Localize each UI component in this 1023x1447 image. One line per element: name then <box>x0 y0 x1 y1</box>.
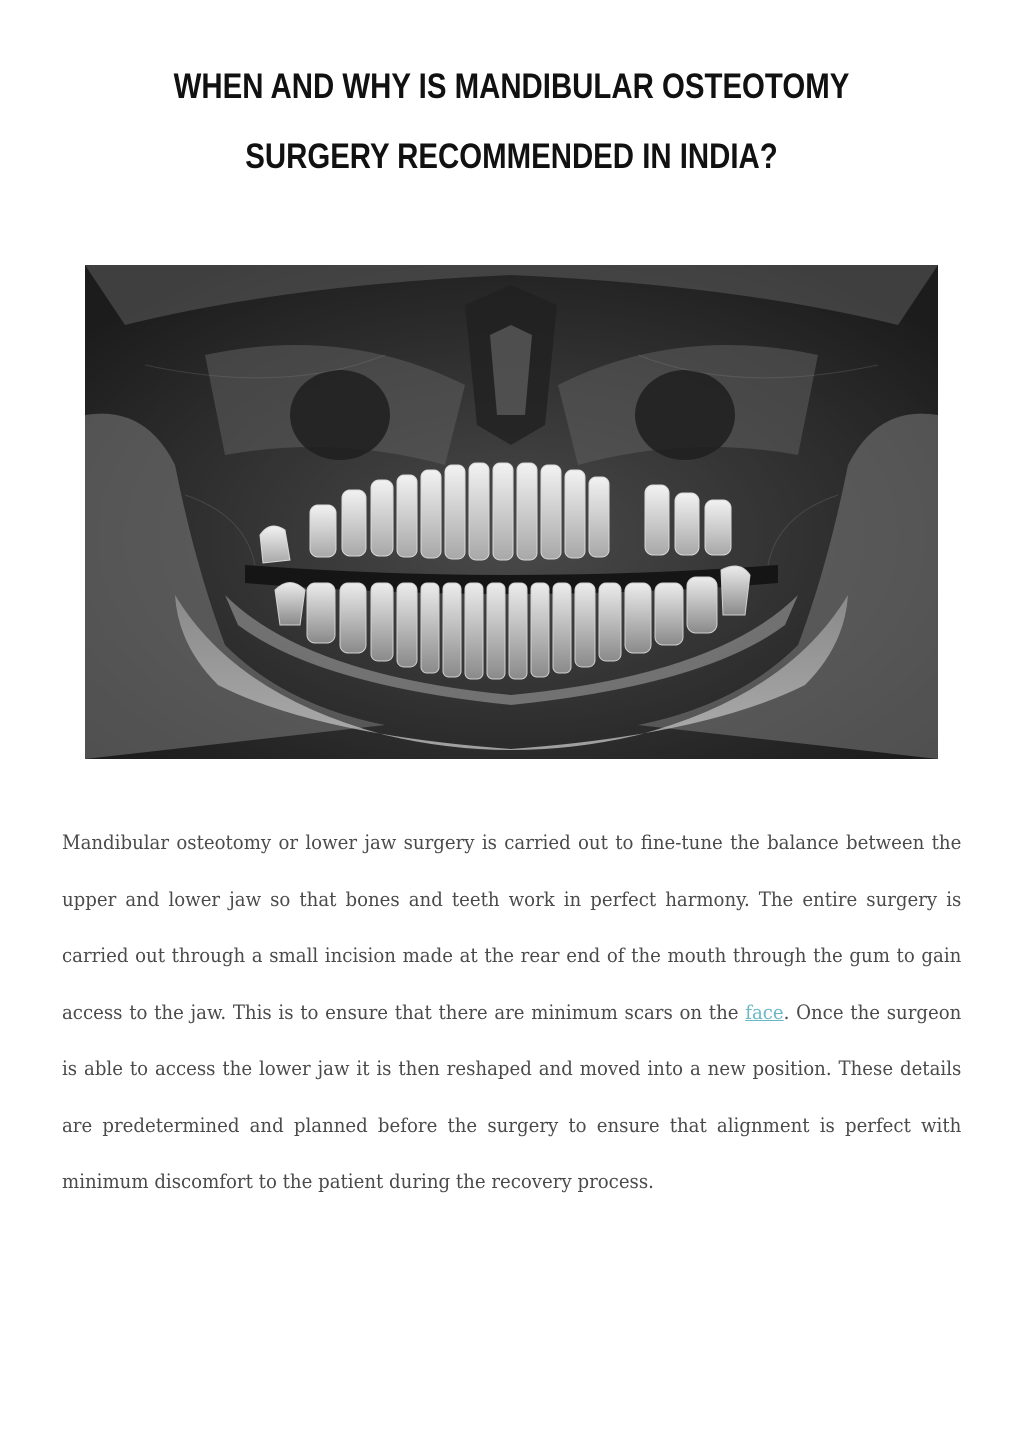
page-title <box>132 52 891 192</box>
xray-illustration <box>85 265 938 759</box>
page-title-line-1: WHEN AND WHY IS MANDIBULAR OSTEOTOMY <box>173 67 850 106</box>
body-paragraph <box>62 815 961 1211</box>
body-text-after-link: . Once the surgeon is able to access the lower jaw it is then reshaped and moved into a new position. These details are predetermined and planned before the surgery to ensure that alignment is perfect with minimum discomfort to the patient during the recovery process. <box>62 1000 962 1193</box>
face-link[interactable]: face <box>745 1000 784 1024</box>
body-text-before-link: Mandibular osteotomy or lower jaw surgery is carried out to fine-tune the balance between the upper and lower jaw so that bones and teeth work in perfect harmony. The entire surgery is carried out through a small incision made at the rear end of the mouth through the gum to gain access to the jaw. This is to ensure that there are minimum scars on the <box>62 831 962 1024</box>
jaw-xray-image <box>85 265 938 759</box>
page-title-line-2: SURGERY RECOMMENDED IN INDIA? <box>245 137 778 176</box>
